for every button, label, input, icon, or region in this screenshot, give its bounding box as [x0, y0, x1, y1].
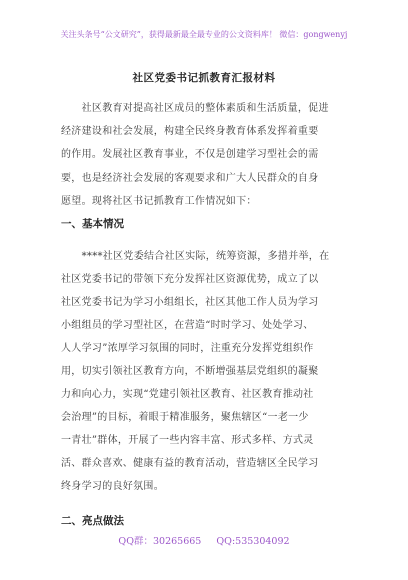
text-line: 社区教育对提高社区成员的整体素质和生活质量，促进 [61, 103, 329, 114]
qq-number-text: QQ:535304092 [216, 536, 290, 547]
text-line: 愿望。现将社区书记抓教育工作情况如下： [61, 196, 257, 207]
text-line: 用，切实引领社区教育方向，不断增强基层党组织的凝聚 [61, 366, 319, 377]
footer-contact [0, 533, 408, 547]
header-banner: 关注头条号“公文研究”，获得最新最全最专业的公文资料库！ 微信：gongwenyj [60, 30, 348, 39]
text-line: 的作用。发展社区教育事业，不仅是创建学习型社会的需 [61, 149, 319, 160]
text-line: 活、群众喜欢、健康有益的教育活动，营造辖区全民学习 [61, 458, 319, 469]
text-line: 社区党委书记的带领下充分发挥社区资源优势，成立了以 [61, 274, 319, 285]
text-line: ****社区党委结合社区实际，统筹资源，多措并举，在 [61, 251, 330, 262]
document-title: 社区党委书记抓教育汇报材料 [132, 72, 276, 84]
text-line: 一青壮”群体，开展了一些内容丰富、形式多样、方式灵 [61, 435, 314, 446]
section-heading-basic: 一、基本情况 [61, 218, 124, 230]
text-line: 经济建设和社会发展，构建全民终身教育体系发挥着重要 [61, 126, 319, 137]
qq-group-text: QQ群：30265665 [118, 536, 202, 547]
section-heading-highlights: 二、亮点做法 [61, 515, 124, 527]
text-line: 终身学习的良好氛围。 [61, 481, 164, 492]
text-line: 会治理”的目标，着眼于精准服务，聚焦辖区“一老一少 [61, 412, 309, 423]
text-line: 要，也是经济社会发展的客观要求和广大人民群众的自身 [61, 173, 319, 184]
text-line: 人人学习”浓厚学习氛围的同时，注重充分发挥党组织作 [61, 343, 314, 354]
text-line: 社区党委书记为学习小组组长，社区其他工作人员为学习 [61, 297, 319, 308]
text-line: 小组组员的学习型社区，在营造“时时学习、处处学习、 [61, 320, 314, 331]
text-line: 力和向心力，实现“党建引领社区教育、社区教育推动社 [61, 389, 314, 400]
